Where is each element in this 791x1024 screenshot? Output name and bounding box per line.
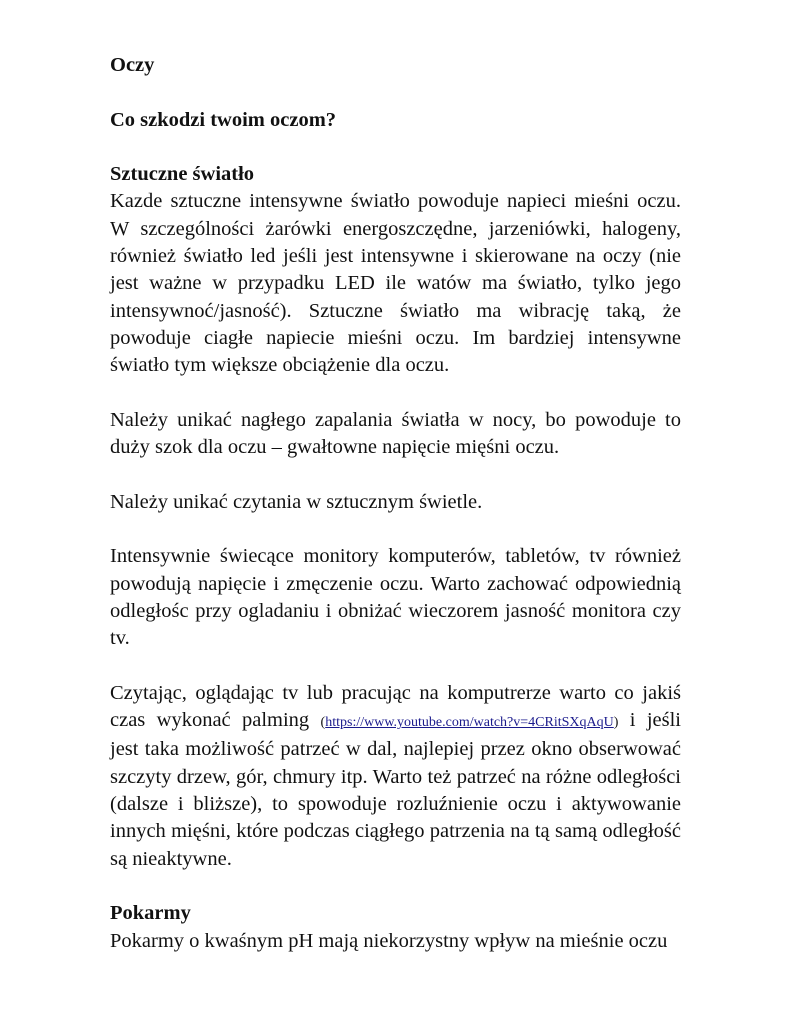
question-heading: Co szkodzi twoim oczom? <box>110 108 337 131</box>
palming-link-wrapper <box>321 715 619 730</box>
document-page <box>110 52 681 955</box>
section-artificial-light <box>110 161 681 873</box>
palming-text-before: Czytając, oglądając tv lub pracując na komputrerze warto co jakiś czas wykonać palming <box>110 681 681 732</box>
section-heading-food: Pokarmy <box>110 902 191 925</box>
paragraph-intense-light: Kazde sztuczne intensywne światło powoduje napieci mieśni oczu. W szczególności żarówki energoszczędne, jarzeniówki, halogeny, również światło led jeśli jest intensywne i skierowane na oczy (nie jest ważne w przypadku LED ile watów ma światło, tylko jego intensywnoć/jasność). Sztuczne światło ma wibrację taką, że powoduje ciagłe napiecie mieśni oczu. Im bardziej intensywne światło tym większe obciążenie dla oczu. <box>110 190 681 377</box>
palming-video-link[interactable]: https://www.youtube.com/watch?v=4CRitSXqAqU <box>325 715 614 731</box>
section-heading-artificial-light: Sztuczne światło <box>110 163 255 186</box>
paragraph-night-light: Należy unikać nagłego zapalania światła w nocy, bo powoduje to duży szok dla oczu – gwałtowne napięcie mięśni oczu. <box>110 408 681 459</box>
link-paren-open: ( <box>320 715 326 731</box>
document-title: Oczy <box>110 54 155 76</box>
paragraph-monitors: Intensywnie świecące monitory komputerów, tabletów, tv również powodują napięcie i zmęczenie oczu. Warto zachować odpowiednią odległośc przy ogladaniu i obniżać wieczorem jasność monitora czy tv. <box>110 545 681 650</box>
paragraph-reading: Należy unikać czytania w sztucznym świetle. <box>110 490 483 513</box>
link-paren-close: ) <box>613 715 619 731</box>
palming-text-after: i jeśli jest taka możliwość patrzeć w dal, najlepiej przez okno obserwować szczyty drzew, gór, chmury itp. Warto też patrzeć na różne odległości (dalsze i bliższe), to spowoduje rozluźnienie oczu i aktywowanie innych mięśni, które podczas ciągłego patrzenia na tą samą odległość są nieaktywne. <box>110 709 681 870</box>
paragraph-acidic-food: Pokarmy o kwaśnym pH mają niekorzystny wpływ na mieśnie oczu <box>110 929 668 952</box>
paragraph-palming <box>110 680 681 873</box>
section-food <box>110 900 681 955</box>
